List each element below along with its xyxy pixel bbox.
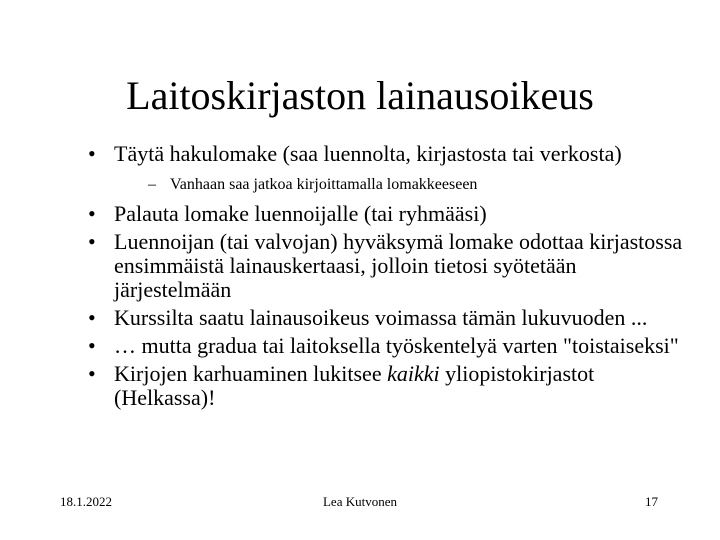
sub-bullet-item xyxy=(88,175,688,195)
bullet-text: Palauta lomake luennoijalle (tai ryhmääsi) xyxy=(114,201,487,226)
bullet-text-after: yliopistokirjastot (Helkassa)! xyxy=(114,361,595,410)
slide-title: Laitoskirjaston lainausoikeus xyxy=(126,73,594,118)
bullet-text: Luennoijan (tai valvojan) hyväksymä lomake odottaa kirjastossa ensimmäistä lainauskertaasi, jolloin tietosi syötetään järjestelmään xyxy=(114,229,683,302)
bullet-text: Kurssilta saatu lainausoikeus voimassa tämän lukuvuoden ... xyxy=(114,305,648,330)
bullet-item xyxy=(88,306,688,330)
bullet-item xyxy=(88,362,688,410)
bullet-text-emphasis: kaikki xyxy=(387,361,440,386)
bullet-dot: • xyxy=(88,305,96,330)
bullet-text: Täytä hakulomake (saa luennolta, kirjastosta tai verkosta) xyxy=(114,141,622,166)
bullet-item xyxy=(88,230,688,302)
bullet-item xyxy=(88,334,688,358)
bullet-list xyxy=(88,142,688,414)
bullet-dot: • xyxy=(88,141,96,166)
bullet-text: … mutta gradua tai laitoksella työskentelyä varten "toistaiseksi" xyxy=(114,333,679,358)
bullet-dot: • xyxy=(88,201,96,226)
footer-date: 18.1.2022 xyxy=(60,494,112,509)
bullet-dot: • xyxy=(88,361,96,386)
footer-page-number: 17 xyxy=(645,494,658,509)
bullet-item xyxy=(88,142,688,166)
sub-bullet-dash: – xyxy=(148,176,156,193)
bullet-item xyxy=(88,202,688,226)
footer-author: Lea Kutvonen xyxy=(322,494,397,509)
bullet-dot: • xyxy=(88,333,96,358)
bullet-dot: • xyxy=(88,229,96,254)
bullet-text-before: Kirjojen karhuaminen lukitsee xyxy=(114,361,388,386)
sub-bullet-text: Vanhaan saa jatkoa kirjoittamalla lomakkeeseen xyxy=(170,176,478,193)
